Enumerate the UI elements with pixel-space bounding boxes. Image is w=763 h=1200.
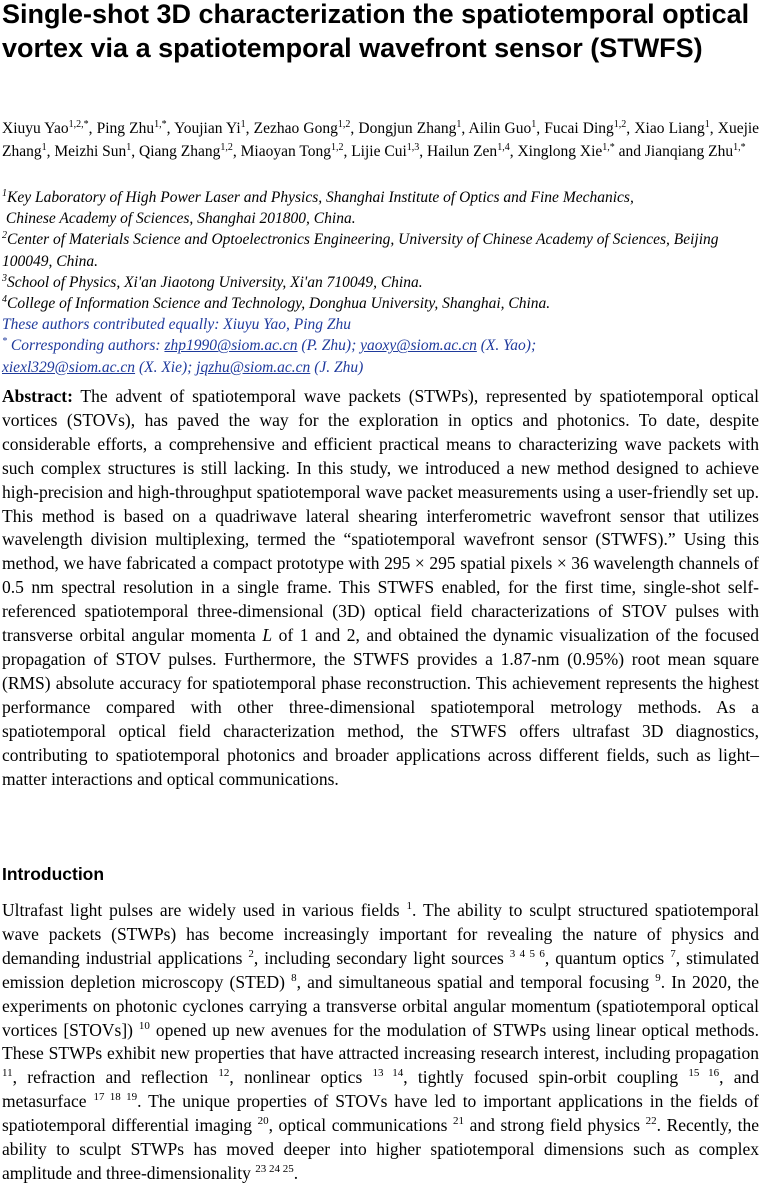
author: Xuejie Zhang$^1$ — [2, 120, 760, 160]
author: Dongjun Zhang$^1$ — [358, 118, 462, 137]
corresponding-authors: * Corresponding authors: zhp1990@siom.ac.cn (P. Zhu); yaoxy@siom.ac.cn (X. Yao); xiexl329@siom.ac.cn (X. Xie); jqzhu@siom.ac.cn (J. Zhu) — [2, 336, 537, 376]
text-run: and strong field physics — [464, 1115, 646, 1136]
citation-ref[interactable]: 13 14 — [372, 1067, 404, 1080]
text-run: , and simultaneous spatial and temporal focusing — [296, 971, 656, 992]
author: Lijie Cui$^{1,3}$ — [351, 141, 420, 160]
citation-ref[interactable]: 17 18 19 — [93, 1091, 138, 1104]
affiliation-continued: Chinese Academy of Sciences, Shanghai 201800, China. — [5, 210, 356, 228]
email-link[interactable]: zhp1990@siom.ac.cn — [164, 337, 298, 355]
affiliation: $^2$Center of Materials Science and Optoelectronics Engineering, University of Chinese Academy of Sciences, Beijing 100049, China. — [2, 230, 719, 270]
author: Youjian Yi$^1$ — [174, 118, 246, 137]
author: Miaoyan Tong$^{1,2}$ — [240, 141, 344, 160]
email-link[interactable]: yaoxy@siom.ac.cn — [360, 337, 477, 355]
citation-ref[interactable]: 9 — [655, 971, 661, 984]
author: Ailin Guo$^1$ — [468, 118, 537, 137]
citation-ref[interactable]: 15 16 — [688, 1067, 720, 1080]
citation-ref[interactable]: 22 — [645, 1115, 657, 1128]
equal-contribution-note: These authors contributed equally: Xiuyu Yao, Ping Zhu — [2, 316, 352, 334]
citation-ref[interactable]: 1 — [406, 900, 413, 913]
citation-ref[interactable]: 20 — [257, 1115, 269, 1128]
citation-ref[interactable]: 10 — [138, 1019, 150, 1032]
email-link[interactable]: xiexl329@siom.ac.cn — [2, 358, 136, 376]
text-run: , optical communications — [268, 1115, 454, 1136]
introduction-body — [2, 899, 759, 1186]
text-run: . — [293, 1162, 299, 1183]
author-conjunction: and — [618, 142, 642, 160]
text-run: , nonlinear optics — [229, 1067, 373, 1088]
affiliation: $^4$College of Information Science and Technology, Donghua University, Shanghai, China. — [2, 293, 551, 313]
citation-ref[interactable]: 23 24 25 — [255, 1163, 294, 1176]
author-list: Xiuyu Yao$^{1,2,*}$, Ping Zhu$^{1,*}$, Youjian Yi$^1$, Zezhao Gong$^{1,2}$, Dongjun Zhang$^1$, Ailin Guo$^1$, Fucai Ding$^{1,2}$, Xiao Liang$^1$, Xuejie Zhang$^1$, Meizhi Sun$^1$, Qiang Zhang$^{1,2}$, Miaoyan Tong$^{1,2}$, Lijie Cui$^{1,3}$, Hailun Zen$^{1,4}$, Xinglong Xie$^{1,*}$ and Jianqiang Zhu$^{1,*}$ — [2, 118, 760, 160]
citation-ref[interactable]: 21 — [453, 1115, 465, 1128]
section-heading-introduction: Introduction — [2, 864, 105, 884]
author: Zezhao Gong$^{1,2}$ — [253, 118, 351, 137]
text-run: , refraction and reflection — [12, 1067, 219, 1088]
text-run: , quantum optics — [544, 947, 671, 968]
citation-ref[interactable]: 7 — [670, 947, 676, 960]
text-run: , and metasurface — [2, 1067, 760, 1112]
paper-title: Single-shot 3D characterization the spatiotemporal optical vortex via a spatiotemporal wavefront sensor (STWFS) — [2, 0, 750, 63]
affiliations — [2, 187, 759, 378]
author: Xinglong Xie$^{1,*}$ — [517, 141, 615, 160]
text-run: opened up new avenues for the modulation of STWPs using linear optical methods. These STWPs exhibit new properties that have attracted increasing research interest, including propagation — [2, 1019, 759, 1064]
affiliation: $^3$School of Physics, Xi'an Jiaotong University, Xi'an 710049, China. — [2, 272, 423, 291]
text-run: . In 2020, the experiments on photonic cyclones carrying a transverse orbital angular momentum (spatiotemporal optical vortices [STOVs]) — [2, 971, 759, 1040]
citation-ref[interactable]: 11 — [2, 1067, 13, 1080]
abstract: Abstract: The advent of spatiotemporal wave packets (STWPs), represented by spatiotemporal optical vortices (STOVs), has paved the way for the exploration in optics and photonics. To date, despite considerable efforts, a comprehensive and efficient practical means to characterizing wave packets with such complex structures is still lacking. In this study, we introduced a new method designed to achieve high-precision and high-throughput spatiotemporal wave packet measurements using a user-friendly set up. This method is based on a quadriwave lateral shearing interferometric wavefront sensor that utilizes wavelength division multiplexing, termed the “spatiotemporal wavefront sensor (STWFS).” Using this method, we have fabricated a compact prototype with 295 × 295 spatial pixels × 36 wavelength channels of 0.5 nm spectral resolution in a single frame. This STWFS enabled, for the first time, single-shot self-referenced spatiotemporal three-dimensional (3D) optical field characterizations of STOV pulses with transverse orbital angular momenta L of 1 and 2, and obtained the dynamic visualization of the focused propagation of STOV pulses. Furthermore, the STWFS provides a 1.87-nm (0.95%) root mean square (RMS) absolute accuracy for spatiotemporal phase reconstruction. This achievement represents the highest performance compared with other three-dimensional spatiotemporal metrology methods. As a spatiotemporal optical field characterization method, the STWFS offers ultrafast 3D diagnostics, contributing to spatiotemporal photonics and broader applications across different fields, such as light–matter interactions and optical communications. — [2, 386, 760, 789]
author: Qiang Zhang$^{1,2}$ — [139, 141, 233, 160]
citation-ref[interactable]: 3 4 5 6 — [509, 947, 545, 960]
text-run: , including secondary light sources — [253, 947, 510, 968]
author: Fucai Ding$^{1,2}$ — [544, 118, 627, 137]
abstract-label: Abstract: — [2, 386, 73, 406]
author: Jianqiang Zhu$^{1,*}$ — [644, 141, 746, 160]
author: Ping Zhu$^{1,*}$ — [96, 118, 167, 137]
author: Meizhi Sun$^1$ — [54, 141, 132, 160]
text-run: . The unique properties of STOVs have led to important applications in the fields of spatiotemporal differential imaging — [2, 1091, 760, 1136]
citation-ref[interactable]: 8 — [291, 971, 297, 984]
citation-ref[interactable]: 2 — [248, 947, 254, 960]
citation-ref[interactable]: 12 — [218, 1067, 230, 1080]
text-run: . The ability to sculpt structured spatiotemporal wave packets (STWPs) has become increasingly important for revealing the nature of physics and demanding industrial applications — [2, 900, 759, 968]
author: Xiuyu Yao$^{1,2,*}$ — [2, 118, 89, 137]
email-link[interactable]: jqzhu@siom.ac.cn — [196, 358, 311, 376]
affiliation: $^1$Key Laboratory of High Power Laser and Physics, Shanghai Institute of Optics and Fine Mechanics, — [2, 187, 634, 206]
author: Hailun Zen$^{1,4}$ — [427, 141, 510, 160]
text-run: Ultrafast light pulses are widely used in various fields — [2, 900, 407, 920]
text-run: . Recently, the ability to sculpt STWPs has moved deeper into higher spatiotemporal dimensions such as complex amplitude and three-dimensionality — [2, 1115, 759, 1183]
text-run: , tightly focused spin-orbit coupling — [403, 1067, 689, 1088]
text-run: , stimulated emission depletion microscopy (STED) — [2, 947, 759, 992]
author: Xiao Liang$^1$ — [634, 118, 710, 137]
